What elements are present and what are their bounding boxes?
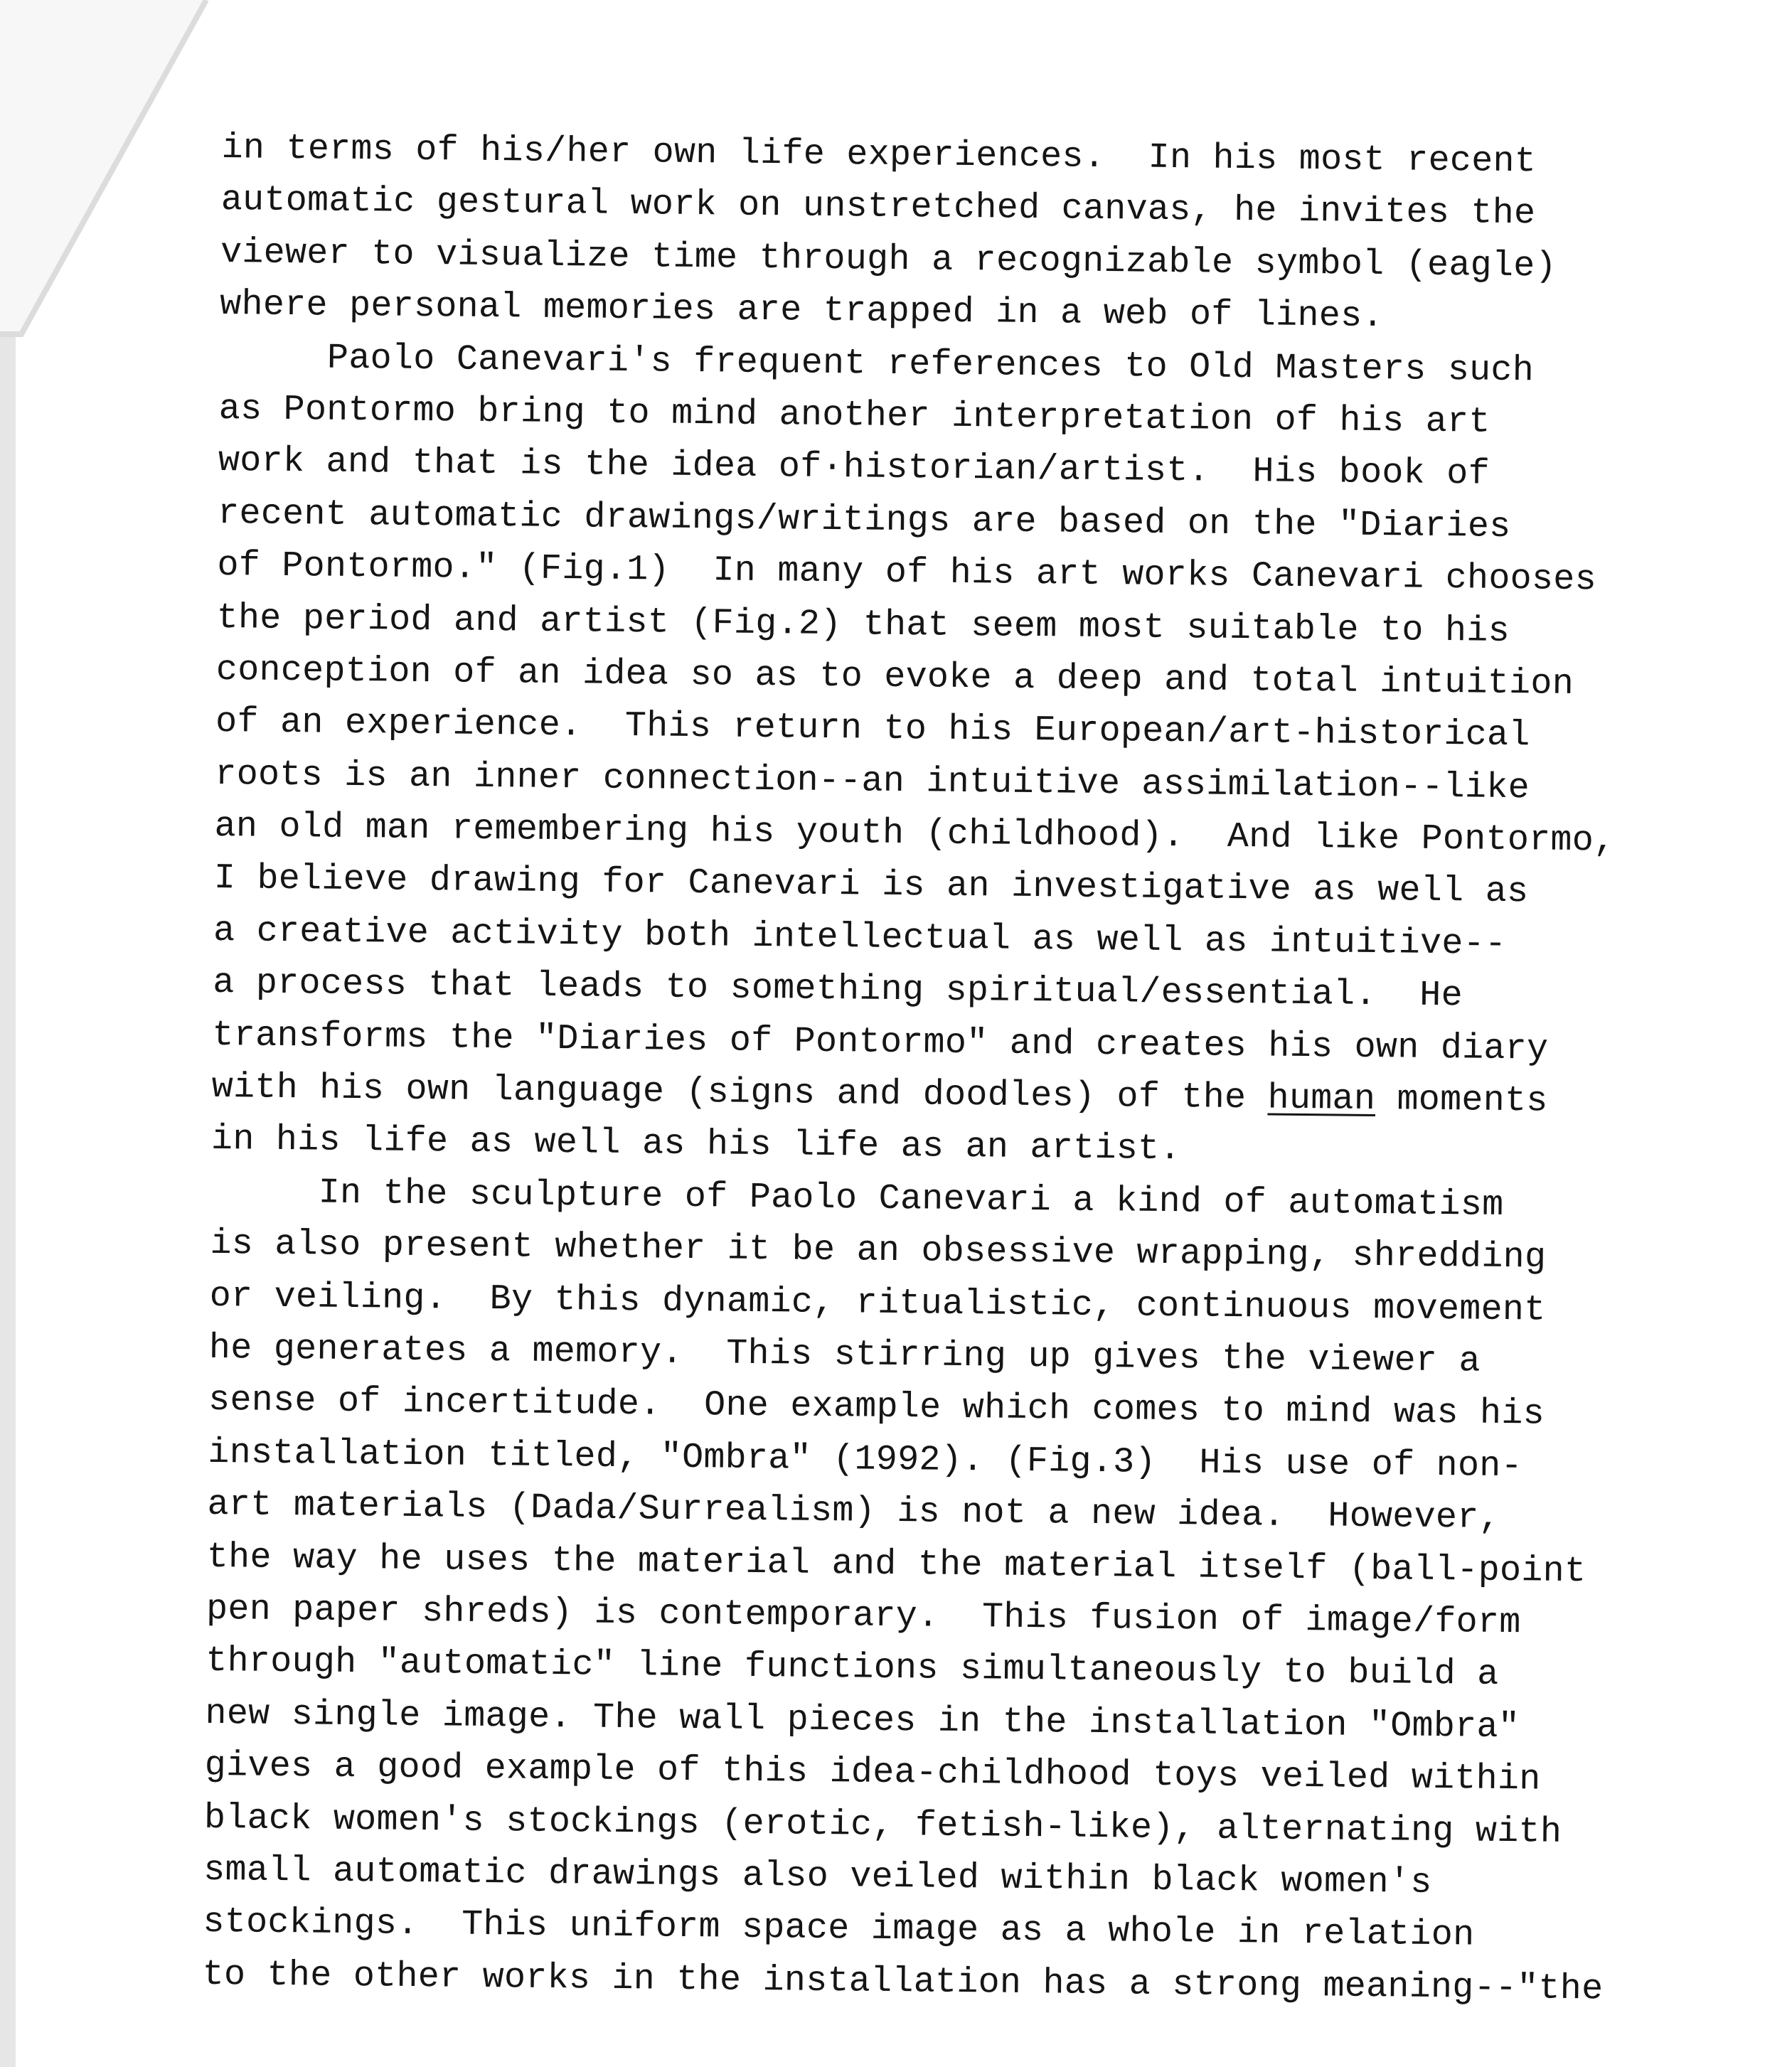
- line-text: new single image. The wall pieces in the installation "Ombra": [205, 1693, 1520, 1748]
- line-text: installation titled, "Ombra" (1992). (Fig.3) His use of non-: [208, 1432, 1523, 1488]
- line-text: in his life as well as his life as an artist.: [210, 1119, 1181, 1170]
- line-text: he generates a memory. This stirring up gives the viewer a: [208, 1328, 1481, 1382]
- line-text: an old man remembering his youth (childhood). And like Pontormo,: [214, 806, 1616, 862]
- typewritten-page-body: [202, 122, 1622, 2016]
- underlined-word: human: [1267, 1078, 1376, 1121]
- line-text: stockings. This uniform space image as a whole in relation: [203, 1902, 1475, 1956]
- line-text: roots is an inner connection--an intuitive assimilation--like: [215, 754, 1530, 808]
- line-text: through "automatic" line functions simultaneously to build a: [206, 1641, 1499, 1696]
- line-text: automatic gestural work on unstretched canvas, he invites the: [220, 180, 1536, 235]
- line-text: the period and artist (Fig.2) that seem most suitable to his: [216, 597, 1510, 652]
- line-text: recent automatic drawings/writings are based on the "Diaries: [217, 493, 1511, 548]
- line-text: transforms the "Diaries of Pontormo" and creates his own diary: [212, 1015, 1549, 1070]
- line-text: or veiling. By this dynamic, ritualistic, continuous movement: [209, 1276, 1546, 1331]
- line-text: In the sculpture of Paolo Canevari a kind of automatism: [210, 1171, 1504, 1226]
- line-text: in terms of his/her own life experiences. In his most recent: [221, 127, 1537, 183]
- line-text: of an experience. This return to his European/art-historical: [215, 702, 1530, 757]
- line-text: a process that leads to something spiritual/essential. He: [213, 963, 1463, 1017]
- line-text: gives a good example of this idea-childhood toys veiled within: [204, 1745, 1541, 1800]
- line-text: of Pontormo." (Fig.1) In many of his art works Canevari chooses: [217, 545, 1597, 601]
- line-text-after: moments: [1375, 1079, 1548, 1122]
- line-text: to the other works in the installation has a strong meaning--"the: [202, 1954, 1604, 2010]
- line-text: art materials (Dada/Surrealism) is not a new idea. However,: [207, 1485, 1501, 1539]
- line-text: conception of an idea so as to evoke a deep and total intuition: [215, 649, 1574, 705]
- line-text: small automatic drawings also veiled within black women's: [203, 1849, 1432, 1903]
- line-text: a creative activity both intellectual as well as intuitive--: [213, 910, 1507, 965]
- line-text: as Pontormo bring to mind another interpretation of his art: [218, 388, 1490, 443]
- line-text: the way he uses the material and the material itself (ball-point: [206, 1537, 1586, 1592]
- line-text: I believe drawing for Canevari is an investigative as well as: [213, 858, 1529, 913]
- line-text: with his own language (signs and doodles) of the: [211, 1067, 1268, 1119]
- line-text: work and that is the idea of·historian/artist. His book of: [218, 441, 1490, 496]
- line-text: Paolo Canevari's frequent references to Old Masters such: [219, 336, 1535, 391]
- line-text: where personal memories are trapped in a web of lines.: [220, 284, 1384, 338]
- line-text: is also present whether it be an obsessive wrapping, shredding: [210, 1224, 1547, 1278]
- line-text: black women's stockings (erotic, fetish-like), alternating with: [203, 1798, 1562, 1853]
- line-text: pen paper shreds) is contemporary. This fusion of image/form: [206, 1588, 1521, 1644]
- line-text: viewer to visualize time through a recognizable symbol (eagle): [220, 232, 1557, 287]
- line-text: sense of incertitude. One example which comes to mind was his: [208, 1380, 1545, 1435]
